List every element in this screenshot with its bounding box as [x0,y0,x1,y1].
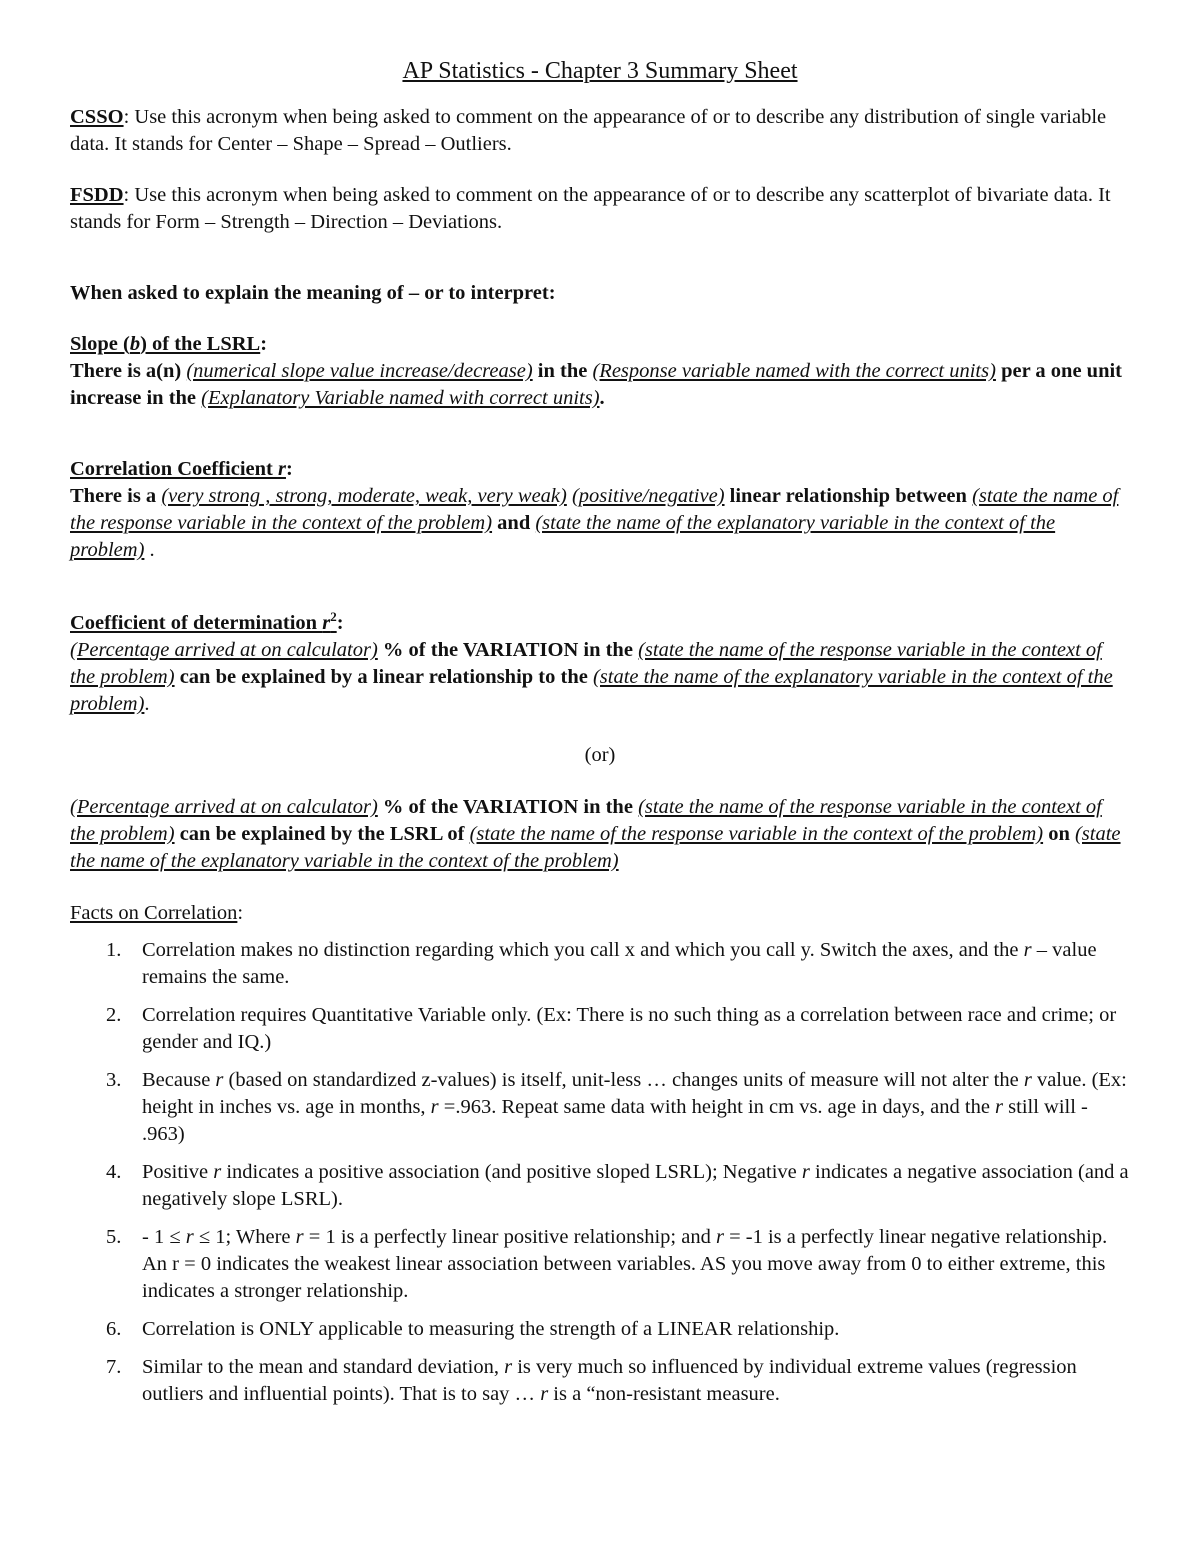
fsdd-text: Use this acronym when being asked to comment on the appearance of or to describe any scatterplot of bivariate data. It stands for Form – Strength – Direction – Deviations. [70,184,1111,233]
slope-blank-explanatory: (Explanatory Variable named with correct units) [201,387,600,409]
csso-term: CSSO [70,106,124,128]
facts-section [70,900,1130,1408]
facts-list [70,937,1130,1408]
list-item: 6. Correlation is ONLY applicable to measuring the strength of a LINEAR relationship. [106,1318,840,1340]
correlation-interpretation: There is a (very strong , strong, moderate, weak, very weak) (positive/negative) linear relationship between (state the name of the response variable in the context of the problem) and (state the name of the explanatory variable in the context of the problem) . [70,485,1119,561]
correlation-blank-explanatory: (state the name of the explanatory variable in the context of the problem) [70,512,1056,561]
determination-version-2: (Percentage arrived at on calculator) % of the VARIATION in the (state the name of the response variable in the context of the problem) can be explained by the LSRL of (state the name of the response variable in the context of the problem) on (state the name of the explanatory variable in the context of the problem) [70,796,1121,872]
csso-text: Use this acronym when being asked to comment on the appearance of or to describe any distribution of single variable data. It stands for Center – Shape – Spread – Outliers. [70,106,1107,155]
list-item: 5. - 1 ≤ r ≤ 1; Where r = 1 is a perfectly linear positive relationship; and r = -1 is a perfectly linear negative relationship. An r = 0 indicates the weakest linear association between variables. AS you move away from 0 to either extreme, this indicates a stronger relationship. [106,1226,1108,1302]
correlation-section [70,456,1130,564]
list-item: 1. Correlation makes no distinction regarding which you call x and which you call y. Switch the axes, and the r – value remains the same. [106,939,1097,988]
facts-heading: Facts on Correlation: [70,902,244,924]
correlation-blank-response: (state the name of the response variable in the context of the problem) [70,485,1119,534]
fsdd-paragraph: FSDD: Use this acronym when being asked to comment on the appearance of or to describe any scatterplot of bivariate data. It stands for Form – Strength – Direction – Deviations. [70,184,1111,233]
list-item: 3. Because r (based on standardized z-values) is itself, unit-less … changes units of measure will not alter the r value. (Ex: height in inches vs. age in months, r =.963. Repeat same data with height in cm vs. age in days, and the r still will - .963) [106,1069,1127,1145]
slope-blank-response: (Response variable named with the correct units) [592,360,996,382]
slope-interpretation: There is a(n) (numerical slope value increase/decrease) in the (Response variable named with the correct units) per a one unit increase in the (Explanatory Variable named with correct units). [70,360,1122,409]
correlation-blank-strength: (very strong , strong, moderate, weak, very weak) [161,485,567,507]
list-item: 4. Positive r indicates a positive association (and positive sloped LSRL); Negative r indicates a negative association (and a negatively slope LSRL). [106,1161,1129,1210]
slope-heading: Slope (b) of the LSRL: [70,333,268,355]
inequality: - 1 ≤ r ≤ 1 [142,1226,226,1248]
slope-section [70,331,1130,412]
slope-blank-value: (numerical slope value increase/decrease) [186,360,533,382]
document-page [70,56,1130,1419]
page-title: AP Statistics - Chapter 3 Summary Sheet [402,58,798,84]
list-item: 2. Correlation requires Quantitative Variable only. (Ex: There is no such thing as a correlation between race and crime; or gender and IQ.) [106,1004,1117,1053]
or-separator: (or) [584,744,616,766]
determination-version-1: (Percentage arrived at on calculator) % of the VARIATION in the (state the name of the response variable in the context of the problem) can be explained by a linear relationship to the (state the name of the explanatory variable in the context of the problem). [70,639,1113,715]
determination-section [70,610,1130,875]
correlation-heading: Correlation Coefficient r: [70,458,293,480]
determination-heading: Coefficient of determination $r^2$: [70,609,344,634]
interpret-heading: When asked to explain the meaning of – or to interpret: [70,282,556,304]
fsdd-term: FSDD [70,184,124,206]
correlation-blank-direction: (positive/negative) [571,485,725,507]
csso-paragraph: CSSO: Use this acronym when being asked to comment on the appearance of or to describe any distribution of single variable data. It stands for Center – Shape – Spread – Outliers. [70,106,1107,155]
list-item: 7. Similar to the mean and standard deviation, r is very much so influenced by individual extreme values (regression outliers and influential points). That is to say … r is a “non-resistant measure. [106,1356,1077,1405]
